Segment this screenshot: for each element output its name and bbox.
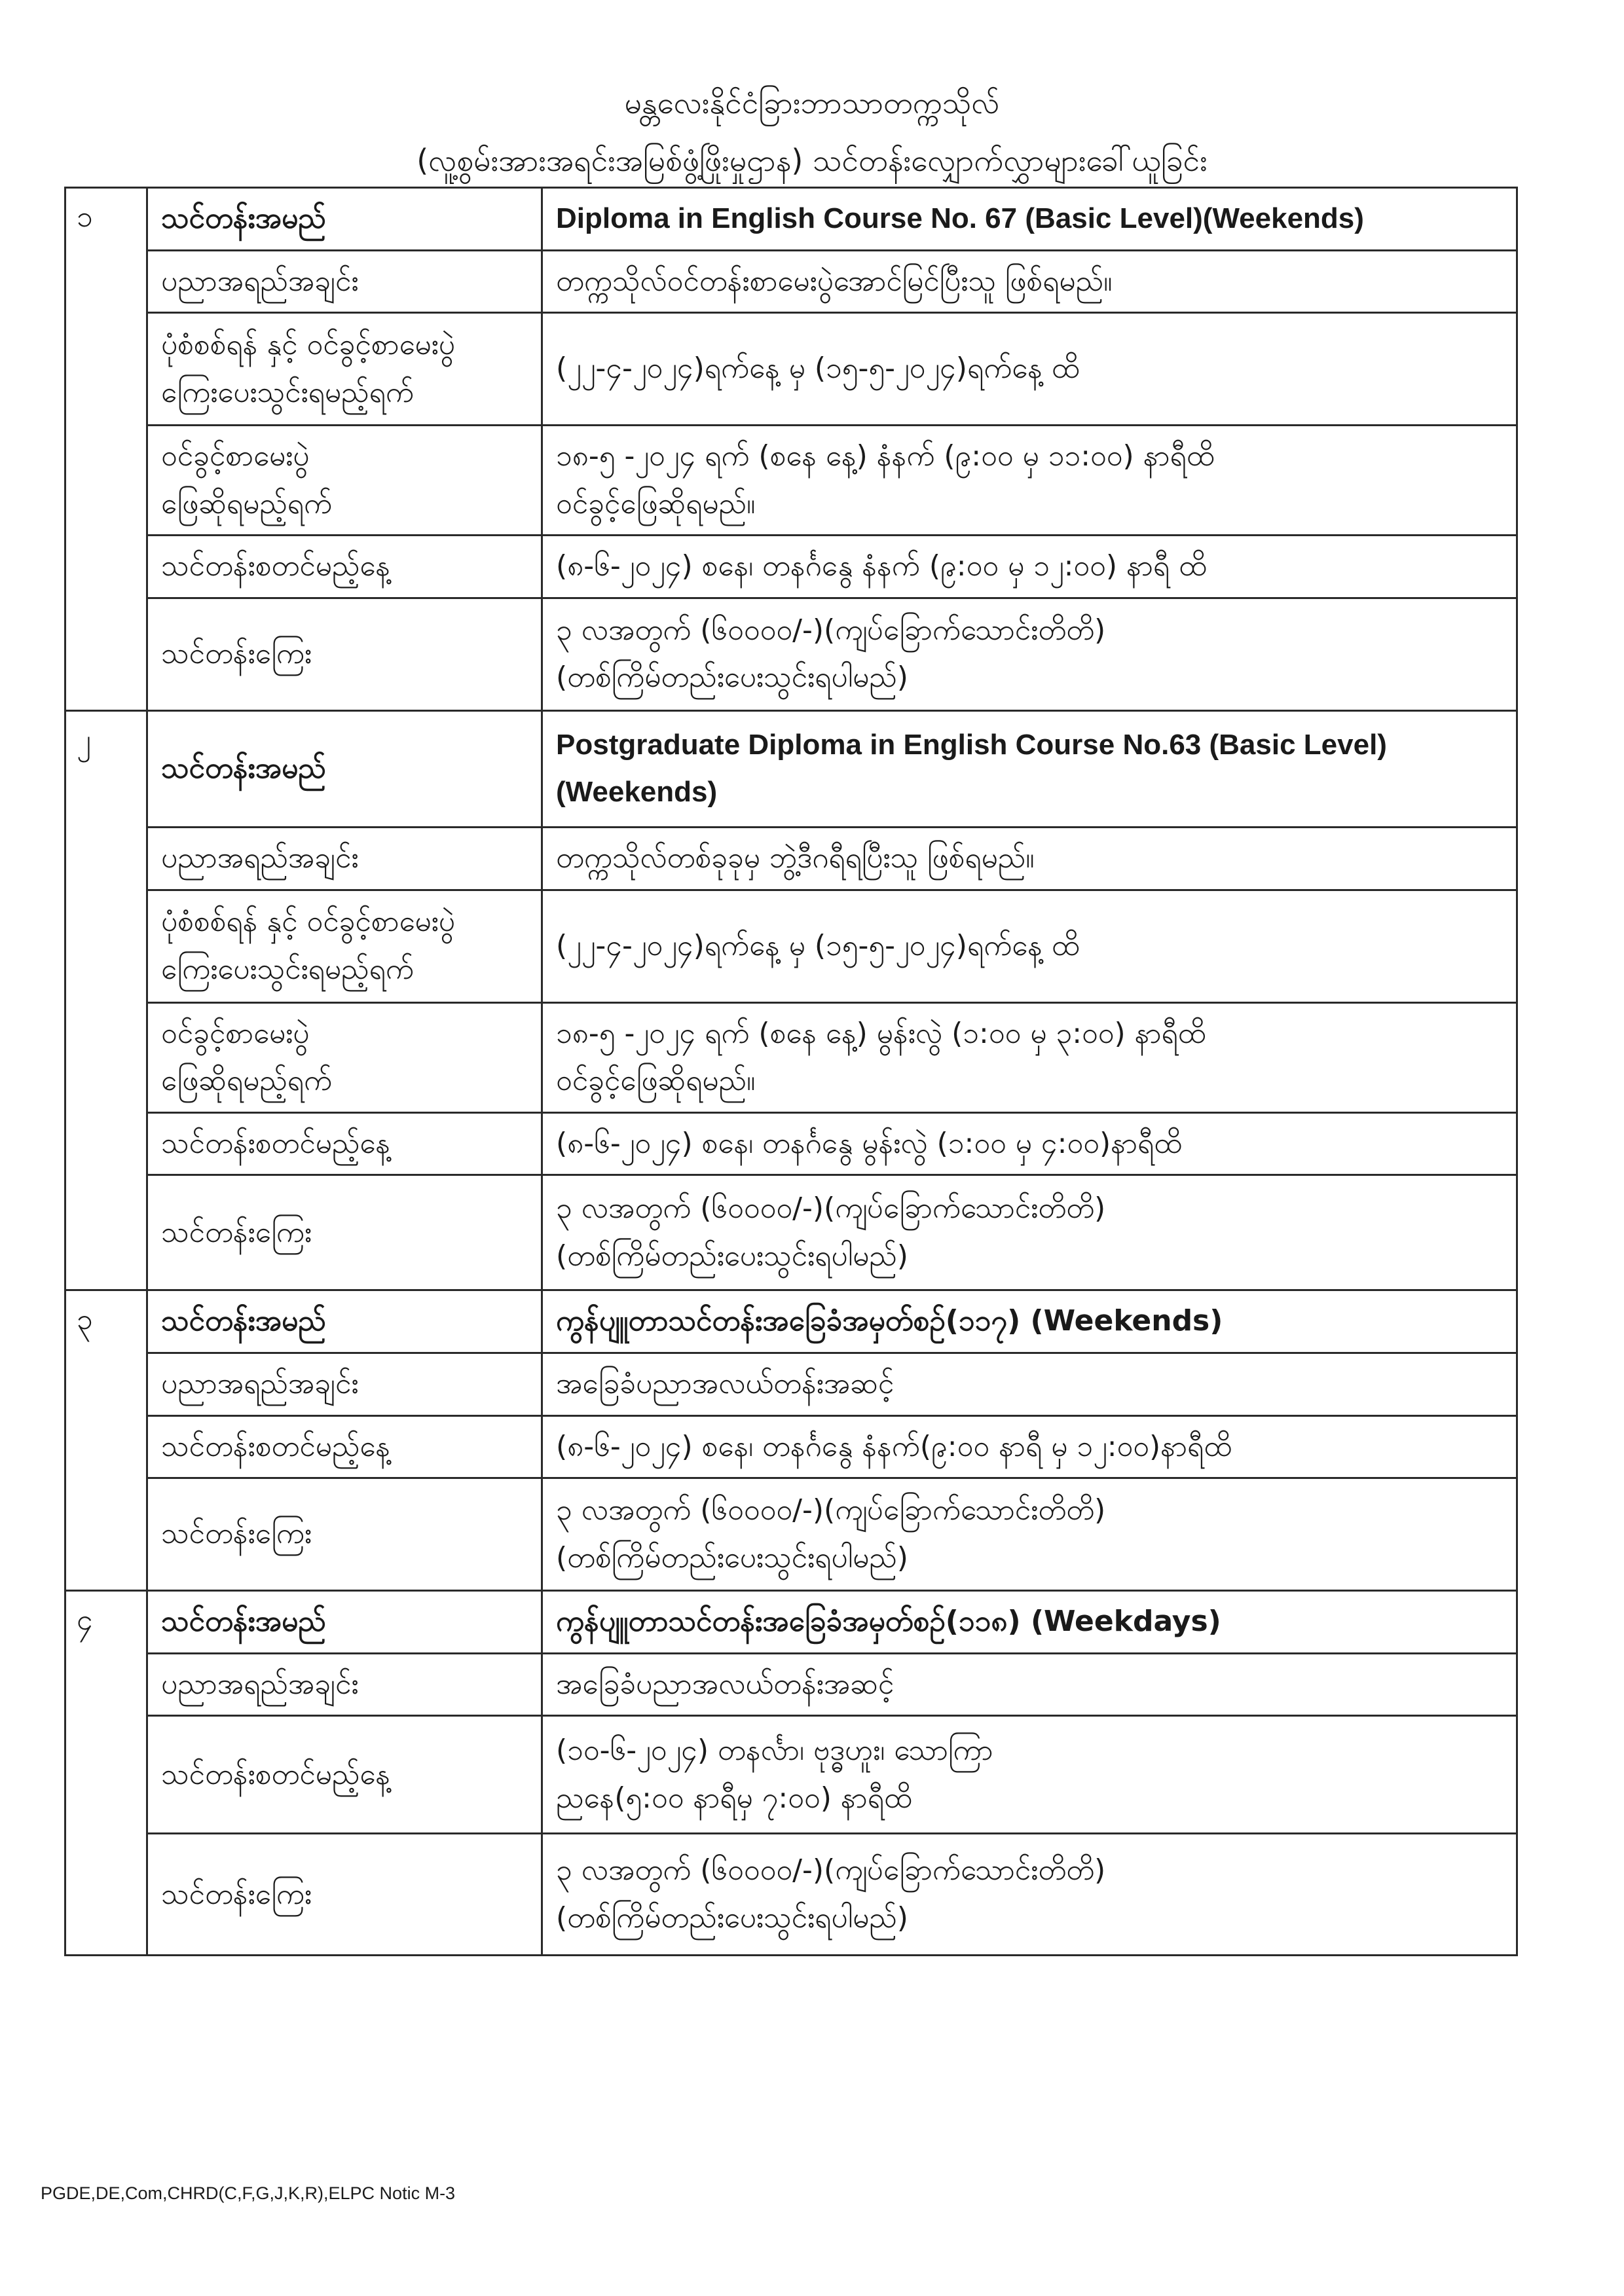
course-name: ကွန်ပျူတာသင်တန်းအခြေခံအမှတ်စဉ်(၁၁၈) (Weekdays) <box>542 1591 1517 1654</box>
course-2-qualification-row <box>65 827 1517 890</box>
notice-title-university: မန္တလေးနိုင်ငံခြားဘာသာတက္ကသိုလ် <box>624 85 1000 120</box>
start-date: (၈-၆-၂၀၂၄) စနေ၊ တနင်္ဂနွေ မွန်းလွဲ (၁:၀၀ မှ ၄:၀၀)နာရီထိ <box>542 1112 1517 1175</box>
course-3-start-row <box>65 1415 1517 1478</box>
course-2-exam-row <box>65 1002 1517 1112</box>
fee-label: သင်တန်းကြေး <box>147 1834 542 1956</box>
application-label: ပုံစံစစ်ရန် နှင့် ဝင်ခွင့်စာမေးပွဲ ကြေးပေးသွင်းရမည့်ရက် <box>147 313 542 426</box>
course-number: ၃ <box>65 1290 147 1591</box>
fee-value: ၃ လအတွက် (၆၀၀၀၀/-)(ကျပ်ခြောက်သောင်းတိတိ) (တစ်ကြိမ်တည်းပေးသွင်းရပါမည်) <box>542 1175 1517 1290</box>
start-date: (၈-၆-၂၀၂၄) စနေ၊ တနင်္ဂနွေ နံနက်(၉:၀၀ နာရီ မှ ၁၂:၀၀)နာရီထိ <box>542 1415 1517 1478</box>
course-4-name-row <box>65 1591 1517 1654</box>
course-name-label: သင်တန်းအမည် <box>147 188 542 251</box>
qualification-label: ပညာအရည်အချင်း <box>147 827 542 890</box>
start-date: (၁၀-၆-၂၀၂၄) တနင်္လာ၊ ဗုဒ္ဓဟူး၊ သောကြာ ညနေ(၅:၀၀ နာရီမှ ၇:၀၀) နာရီထိ <box>542 1716 1517 1834</box>
start-date-label: သင်တန်းစတင်မည့်နေ့ <box>147 1415 542 1478</box>
exam-date: ၁၈-၅ -၂၀၂၄ ရက် (စနေ နေ့) နံနက် (၉:၀၀ မှ ၁၁:၀၀) နာရီထိ ဝင်ခွင့်ဖြေဆိုရမည်။ <box>542 426 1517 536</box>
course-2-fee-row <box>65 1175 1517 1290</box>
application-dates: (၂၂-၄-၂၀၂၄)ရက်နေ့ မှ (၁၅-၅-၂၀၂၄)ရက်နေ့ ထိ <box>542 890 1517 1002</box>
course-name: Postgraduate Diploma in English Course No.63 (Basic Level) (Weekends) <box>542 710 1517 827</box>
start-date-label: သင်တန်းစတင်မည့်နေ့ <box>147 536 542 598</box>
qualification-value: တက္ကသိုလ်တစ်ခုခုမှ ဘွဲ့ဒီဂရီရပြီးသူ ဖြစ်ရမည်။ <box>542 827 1517 890</box>
course-2-name-row <box>65 710 1517 827</box>
fee-value: ၃ လအတွက် (၆၀၀၀၀/-)(ကျပ်ခြောက်သောင်းတိတိ) (တစ်ကြိမ်တည်းပေးသွင်းရပါမည်) <box>542 598 1517 710</box>
fee-value: ၃ လအတွက် (၆၀၀၀၀/-)(ကျပ်ခြောက်သောင်းတိတိ) (တစ်ကြိမ်တည်းပေးသွင်းရပါမည်) <box>542 1834 1517 1956</box>
qualification-label: ပညာအရည်အချင်း <box>147 1353 542 1415</box>
fee-value: ၃ လအတွက် (၆၀၀၀၀/-)(ကျပ်ခြောက်သောင်းတိတိ) (တစ်ကြိမ်တည်းပေးသွင်းရပါမည်) <box>542 1478 1517 1591</box>
course-number: ၄ <box>65 1591 147 1956</box>
course-1-name-row <box>65 188 1517 251</box>
start-date-label: သင်တန်းစတင်မည့်နေ့ <box>147 1716 542 1834</box>
exam-label: ဝင်ခွင့်စာမေးပွဲ ဖြေဆိုရမည့်ရက် <box>147 1002 542 1112</box>
course-name: ကွန်ပျူတာသင်တန်းအခြေခံအမှတ်စဉ်(၁၁၇) (Weekends) <box>542 1290 1517 1353</box>
course-4-fee-row <box>65 1834 1517 1956</box>
qualification-value: အခြေခံပညာအလယ်တန်းအဆင့် <box>542 1353 1517 1415</box>
course-1-exam-row <box>65 426 1517 536</box>
course-name-label: သင်တန်းအမည် <box>147 1591 542 1654</box>
course-2-application-row <box>65 890 1517 1002</box>
exam-label: ဝင်ခွင့်စာမေးပွဲ ဖြေဆိုရမည့်ရက် <box>147 426 542 536</box>
qualification-value: အခြေခံပညာအလယ်တန်းအဆင့် <box>542 1653 1517 1716</box>
course-3-fee-row <box>65 1478 1517 1591</box>
course-name-label: သင်တန်းအမည် <box>147 1290 542 1353</box>
course-notice-table <box>64 187 1518 1956</box>
document-reference-code: PGDE,DE,Com,CHRD(C,F,G,J,K,R),ELPC Notic M-3 <box>41 2183 456 2203</box>
start-date-label: သင်တန်းစတင်မည့်နေ့ <box>147 1112 542 1175</box>
fee-label: သင်တန်းကြေး <box>147 598 542 710</box>
exam-date: ၁၈-၅ -၂၀၂၄ ရက် (စနေ နေ့) မွန်းလွဲ (၁:၀၀ မှ ၃:၀၀) နာရီထိ ဝင်ခွင့်ဖြေဆိုရမည်။ <box>542 1002 1517 1112</box>
course-name-label: သင်တန်းအမည် <box>147 710 542 827</box>
course-number: ၂ <box>65 710 147 1290</box>
course-3-qualification-row <box>65 1353 1517 1415</box>
course-name: Diploma in English Course No. 67 (Basic Level)(Weekends) <box>542 188 1517 251</box>
start-date: (၈-၆-၂၀၂၄) စနေ၊ တနင်္ဂနွေ နံနက် (၉:၀၀ မှ ၁၂:၀၀) နာရီ ထိ <box>542 536 1517 598</box>
qualification-value: တက္ကသိုလ်ဝင်တန်းစာမေးပွဲအောင်မြင်ပြီးသူ ဖြစ်ရမည်။ <box>542 250 1517 313</box>
course-number: ၁ <box>65 188 147 711</box>
course-3-name-row <box>65 1290 1517 1353</box>
fee-label: သင်တန်းကြေး <box>147 1175 542 1290</box>
application-dates: (၂၂-၄-၂၀၂၄)ရက်နေ့ မှ (၁၅-၅-၂၀၂၄)ရက်နေ့ ထိ <box>542 313 1517 426</box>
course-4-start-row <box>65 1716 1517 1834</box>
course-1-qualification-row <box>65 250 1517 313</box>
course-4-qualification-row <box>65 1653 1517 1716</box>
qualification-label: ပညာအရည်အချင်း <box>147 250 542 313</box>
application-label: ပုံစံစစ်ရန် နှင့် ဝင်ခွင့်စာမေးပွဲ ကြေးပေးသွင်းရမည့်ရက် <box>147 890 542 1002</box>
qualification-label: ပညာအရည်အချင်း <box>147 1653 542 1716</box>
notice-title-department: (လူ့စွမ်းအားအရင်းအမြစ်ဖွံ့ဖြိုးမှုဌာန) သင်တန်းလျှောက်လွှာများခေါ်ယူခြင်း <box>416 143 1208 178</box>
course-1-fee-row <box>65 598 1517 710</box>
course-1-application-row <box>65 313 1517 426</box>
fee-label: သင်တန်းကြေး <box>147 1478 542 1591</box>
course-1-start-row <box>65 536 1517 598</box>
course-2-start-row <box>65 1112 1517 1175</box>
